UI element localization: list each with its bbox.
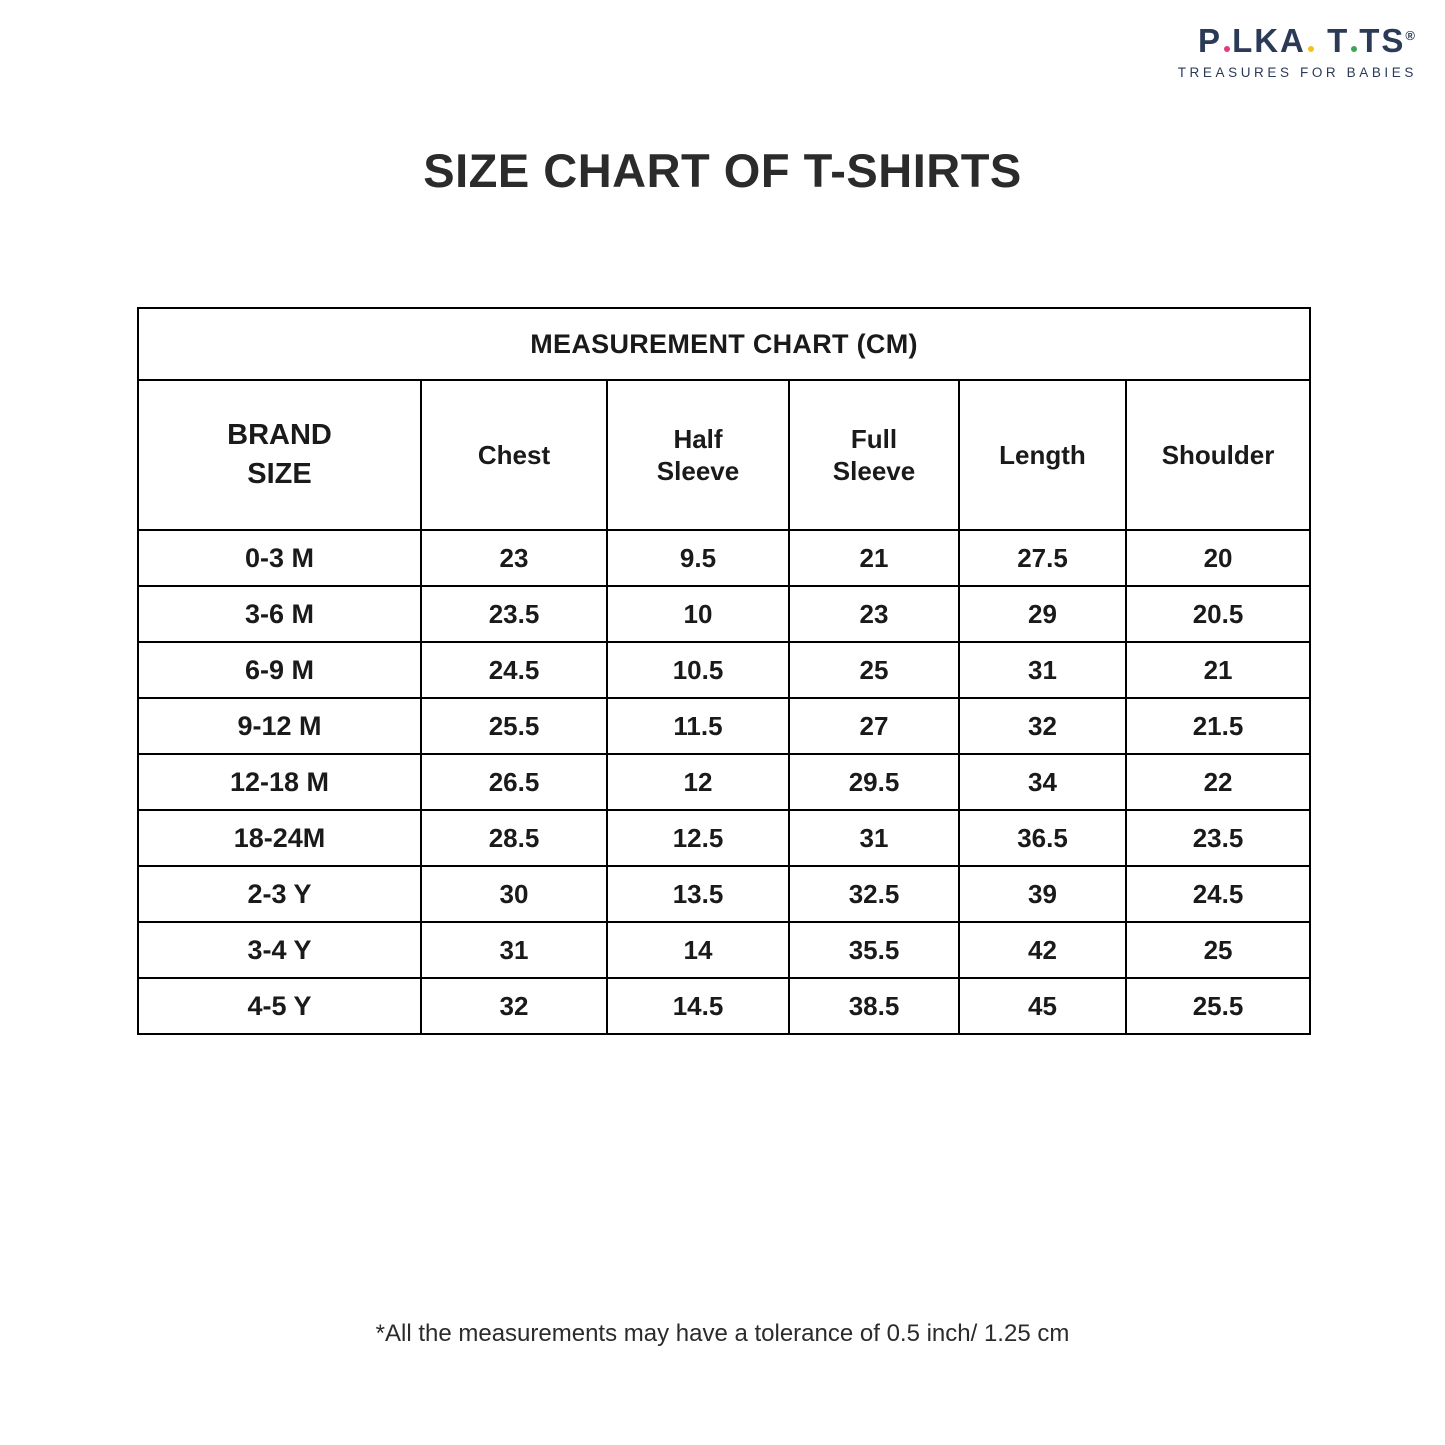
column-header-full-sleeve-line2: Sleeve xyxy=(832,456,916,486)
table-row xyxy=(138,530,1310,586)
cell-size: 3-4 Y xyxy=(138,922,421,978)
cell-length: 42 xyxy=(959,922,1126,978)
registered-mark: ® xyxy=(1405,28,1417,43)
column-header-brand-size-line2: SIZE xyxy=(247,458,312,490)
brand-name-ots: TS xyxy=(1359,22,1406,59)
cell-size: 9-12 M xyxy=(138,698,421,754)
table-row xyxy=(138,810,1310,866)
cell-half-sleeve: 13.5 xyxy=(607,866,789,922)
cell-chest: 25.5 xyxy=(421,698,607,754)
column-header-half-sleeve-line2: Sleeve xyxy=(656,456,740,486)
cell-chest: 24.5 xyxy=(421,642,607,698)
measurement-chart xyxy=(137,307,1309,1035)
table-row xyxy=(138,754,1310,810)
cell-size: 4-5 Y xyxy=(138,978,421,1034)
cell-chest: 23 xyxy=(421,530,607,586)
cell-half-sleeve: 9.5 xyxy=(607,530,789,586)
cell-size: 18-24M xyxy=(138,810,421,866)
column-header-chest-line1: Chest xyxy=(477,439,551,470)
cell-shoulder: 25.5 xyxy=(1126,978,1310,1034)
logo-dot-green-icon xyxy=(1351,46,1357,52)
column-header-full-sleeve xyxy=(789,380,959,530)
chart-caption-row xyxy=(138,308,1310,380)
cell-full-sleeve: 38.5 xyxy=(789,978,959,1034)
cell-half-sleeve: 10 xyxy=(607,586,789,642)
column-header-shoulder-line1: Shoulder xyxy=(1161,439,1275,470)
cell-half-sleeve: 10.5 xyxy=(607,642,789,698)
cell-shoulder: 21 xyxy=(1126,642,1310,698)
cell-size: 12-18 M xyxy=(138,754,421,810)
column-header-half-sleeve xyxy=(607,380,789,530)
cell-size: 6-9 M xyxy=(138,642,421,698)
cell-shoulder: 20.5 xyxy=(1126,586,1310,642)
size-chart-table xyxy=(137,307,1311,1035)
chart-caption: MEASUREMENT CHART (CM) xyxy=(138,308,1310,380)
brand-name-t: T xyxy=(1327,22,1350,59)
column-header-length-line1: Length xyxy=(999,439,1086,470)
cell-full-sleeve: 25 xyxy=(789,642,959,698)
cell-full-sleeve: 35.5 xyxy=(789,922,959,978)
cell-length: 34 xyxy=(959,754,1126,810)
cell-chest: 26.5 xyxy=(421,754,607,810)
logo-dot-pink-icon xyxy=(1224,46,1230,52)
table-row xyxy=(138,698,1310,754)
cell-shoulder: 24.5 xyxy=(1126,866,1310,922)
cell-half-sleeve: 14.5 xyxy=(607,978,789,1034)
cell-half-sleeve: 11.5 xyxy=(607,698,789,754)
brand-name xyxy=(1198,24,1417,57)
column-header-shoulder xyxy=(1126,380,1310,530)
cell-chest: 31 xyxy=(421,922,607,978)
cell-half-sleeve: 12 xyxy=(607,754,789,810)
cell-full-sleeve: 31 xyxy=(789,810,959,866)
logo-dot-yellow-icon xyxy=(1308,46,1314,52)
cell-shoulder: 23.5 xyxy=(1126,810,1310,866)
cell-size: 3-6 M xyxy=(138,586,421,642)
cell-full-sleeve: 23 xyxy=(789,586,959,642)
cell-length: 45 xyxy=(959,978,1126,1034)
column-header-brand-size xyxy=(138,380,421,530)
cell-chest: 23.5 xyxy=(421,586,607,642)
table-row xyxy=(138,642,1310,698)
brand-name-olka: LKA xyxy=(1232,22,1306,59)
brand-name-p: P xyxy=(1198,22,1223,59)
cell-shoulder: 22 xyxy=(1126,754,1310,810)
cell-full-sleeve: 32.5 xyxy=(789,866,959,922)
cell-chest: 28.5 xyxy=(421,810,607,866)
cell-shoulder: 25 xyxy=(1126,922,1310,978)
cell-shoulder: 20 xyxy=(1126,530,1310,586)
column-header-full-sleeve-line1: Full xyxy=(850,423,898,454)
column-header-length xyxy=(959,380,1126,530)
brand-logo xyxy=(1178,24,1417,80)
cell-length: 36.5 xyxy=(959,810,1126,866)
column-header-half-sleeve-line1: Half xyxy=(673,423,723,454)
table-row xyxy=(138,922,1310,978)
cell-half-sleeve: 14 xyxy=(607,922,789,978)
cell-size: 0-3 M xyxy=(138,530,421,586)
cell-full-sleeve: 27 xyxy=(789,698,959,754)
page-title: SIZE CHART OF T-SHIRTS xyxy=(423,144,1022,197)
cell-chest: 30 xyxy=(421,866,607,922)
cell-full-sleeve: 29.5 xyxy=(789,754,959,810)
column-header-chest xyxy=(421,380,607,530)
brand-tagline: TREASURES FOR BABIES xyxy=(1177,65,1417,80)
tolerance-footnote: *All the measurements may have a tolerance of 0.5 inch/ 1.25 cm xyxy=(375,1320,1070,1347)
cell-half-sleeve: 12.5 xyxy=(607,810,789,866)
cell-shoulder: 21.5 xyxy=(1126,698,1310,754)
column-header-brand-size-line1: BRAND xyxy=(227,418,332,451)
table-row xyxy=(138,586,1310,642)
cell-chest: 32 xyxy=(421,978,607,1034)
cell-length: 32 xyxy=(959,698,1126,754)
cell-length: 29 xyxy=(959,586,1126,642)
cell-size: 2-3 Y xyxy=(138,866,421,922)
table-row xyxy=(138,978,1310,1034)
column-header-row xyxy=(138,380,1310,530)
cell-length: 31 xyxy=(959,642,1126,698)
cell-length: 39 xyxy=(959,866,1126,922)
cell-full-sleeve: 21 xyxy=(789,530,959,586)
table-row xyxy=(138,866,1310,922)
cell-length: 27.5 xyxy=(959,530,1126,586)
